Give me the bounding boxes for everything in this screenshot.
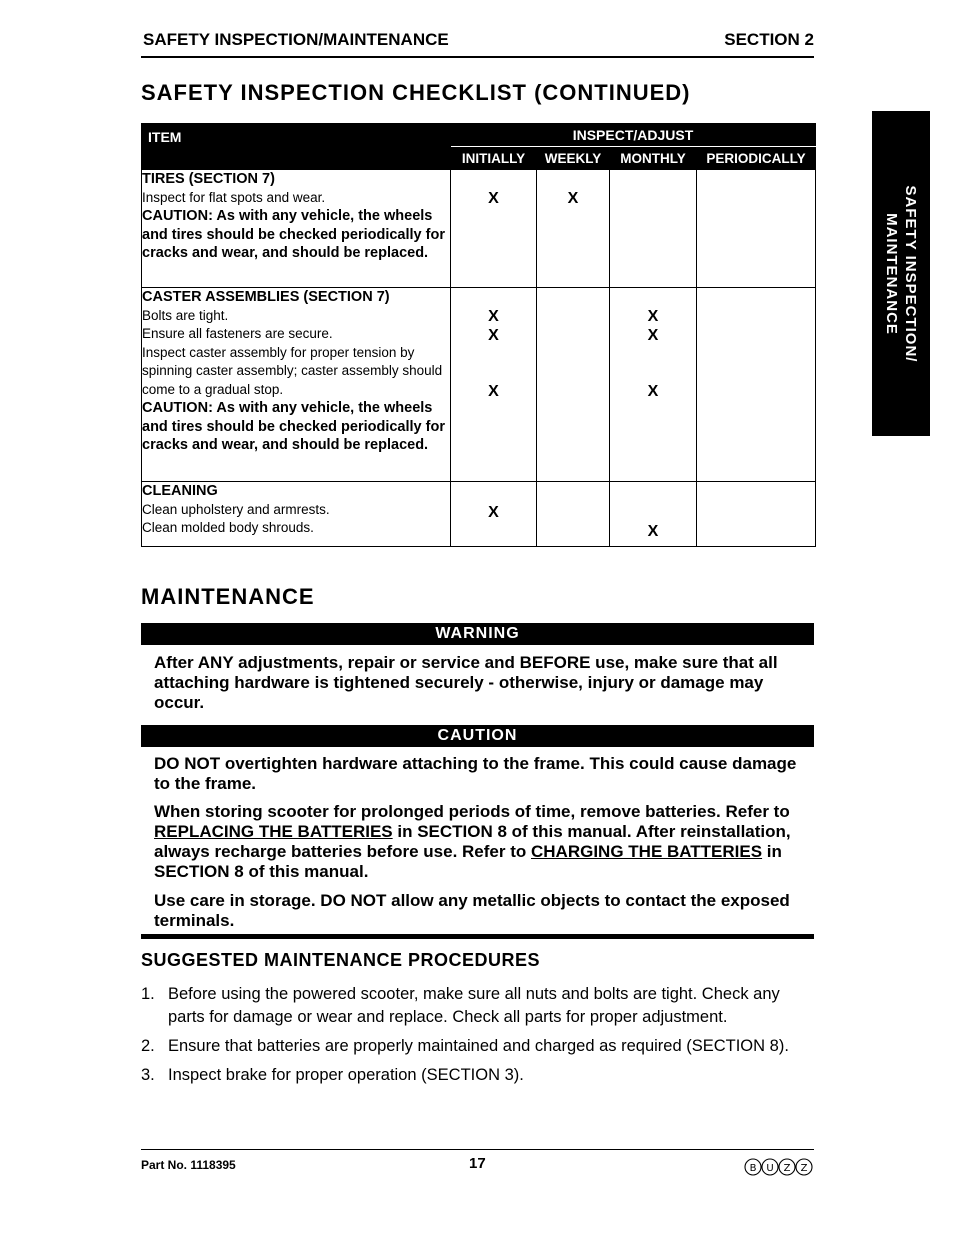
check-mark: X <box>647 523 659 540</box>
header-title: SAFETY INSPECTION/MAINTENANCE <box>143 30 449 49</box>
row-line: Clean molded body shrouds. <box>142 520 314 535</box>
col-group-header: INSPECT/ADJUST <box>451 124 816 147</box>
col-monthly: MONTHLY <box>610 147 697 170</box>
caution-text-1: DO NOT overtighten hardware attaching to the frame. This could cause damage to the frame. <box>154 754 797 793</box>
caution-banner: CAUTION <box>141 725 814 747</box>
maintenance-title: MAINTENANCE <box>141 584 315 609</box>
check-mark: X <box>488 308 499 325</box>
page-footer <box>141 1149 814 1174</box>
check-mark: X <box>488 383 499 400</box>
side-tab-line1: SAFETY INSPECTION/ <box>902 185 919 362</box>
header-section: SECTION 2 <box>724 30 814 49</box>
row-line: Clean upholstery and armrests. <box>142 501 330 517</box>
logo-letter: Z <box>800 1163 808 1174</box>
caution-text-2: When storing scooter for prolonged periods of time, remove batteries. Refer to REPLACING THE BATTERIES in SECTION 8 of this manual. After reinstallation, always recharge batteries before use. Refer to CHARGING THE BATTERIES in SECTION 8 of this manual. <box>154 802 791 881</box>
checklist-title: SAFETY INSPECTION CHECKLIST (CONTINUED) <box>141 80 691 105</box>
list-item: 1. Before using the powered scooter, make sure all nuts and bolts are tight. Check any parts for damage or wear and replace. Check all parts for proper adjustment. <box>141 985 780 1026</box>
side-tab <box>872 111 930 436</box>
logo-letter: B <box>749 1163 757 1174</box>
row-line: Inspect caster assembly for proper tension by spinning caster assembly; caster assembly should come to a gradual stop. <box>142 344 443 397</box>
section-divider <box>141 934 814 939</box>
check-mark: X <box>488 327 499 344</box>
list-item: 3. Inspect brake for proper operation (SECTION 3). <box>141 1066 524 1084</box>
table-row <box>142 482 816 547</box>
warning-banner: WARNING <box>141 623 814 645</box>
col-periodically: PERIODICALLY <box>697 147 816 170</box>
check-mark: X <box>647 383 659 400</box>
charging-batteries-link[interactable]: CHARGING THE BATTERIES <box>531 842 763 861</box>
row-caution: CAUTION: As with any vehicle, the wheels and tires should be checked periodically for cracks and wear, and should be replaced. <box>142 208 445 261</box>
replacing-batteries-link[interactable]: REPLACING THE BATTERIES <box>154 822 393 841</box>
list-item: 2. Ensure that batteries are properly maintained and charged as required (SECTION 8). <box>141 1037 789 1055</box>
checklist-table <box>141 123 816 547</box>
check-mark: X <box>567 190 579 207</box>
col-initially: INITIALLY <box>451 147 537 170</box>
side-tab-line2: MAINTENANCE <box>883 212 900 335</box>
check-mark: X <box>488 504 499 521</box>
page-header <box>141 28 814 58</box>
row-title: CASTER ASSEMBLIES (SECTION 7) <box>142 289 390 305</box>
table-row <box>142 170 816 288</box>
part-number: Part No. 1118395 <box>141 1158 236 1172</box>
procedures-title: SUGGESTED MAINTENANCE PROCEDURES <box>141 950 541 970</box>
table-row <box>142 288 816 482</box>
col-weekly: WEEKLY <box>537 147 610 170</box>
warning-text: After ANY adjustments, repair or service and BEFORE use, make sure that all attaching hardware is tightened securely - otherwise, injury or damage may occur. <box>154 653 778 712</box>
logo-letter: U <box>766 1163 774 1174</box>
row-caution: CAUTION: As with any vehicle, the wheels and tires should be checked periodically for cracks and wear, and should be replaced. <box>142 400 445 453</box>
buzz-logo-icon <box>744 1156 814 1178</box>
caution-text-3: Use care in storage. DO NOT allow any metallic objects to contact the exposed terminals. <box>154 891 790 930</box>
check-mark: X <box>488 190 499 207</box>
page-number: 17 <box>469 1155 486 1172</box>
row-line: Bolts are tight. <box>142 307 229 323</box>
check-mark: X <box>647 327 659 344</box>
check-mark: X <box>647 308 659 325</box>
row-title: TIRES (SECTION 7) <box>142 171 275 187</box>
logo-letter: Z <box>783 1163 791 1174</box>
row-title: CLEANING <box>142 483 218 499</box>
col-item-header: ITEM <box>142 124 451 170</box>
row-line: Inspect for flat spots and wear. <box>142 189 326 205</box>
row-line: Ensure all fasteners are secure. <box>142 326 333 341</box>
